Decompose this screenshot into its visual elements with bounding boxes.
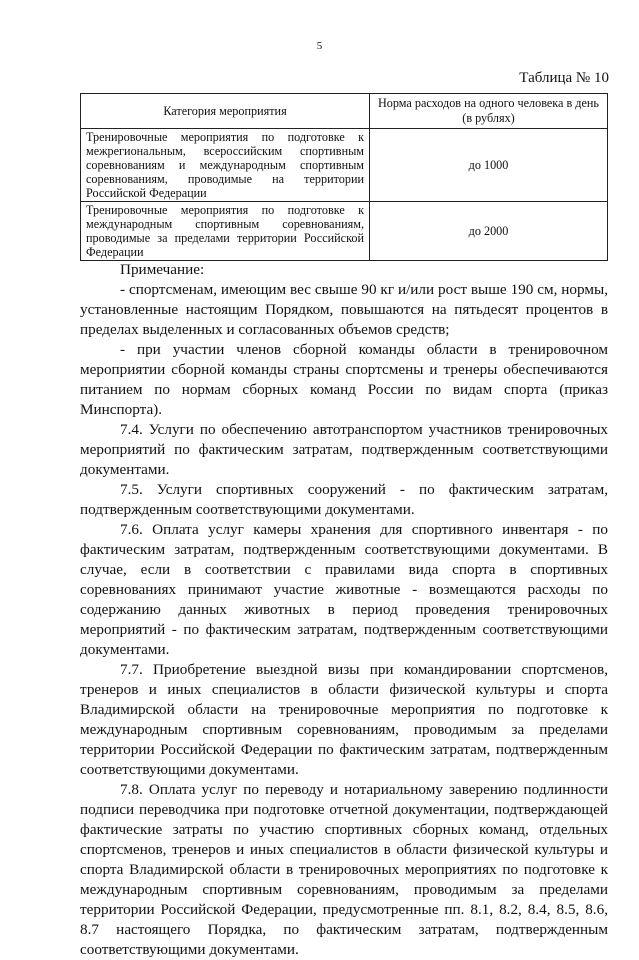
row-norm: до 2000	[370, 202, 608, 261]
paragraph: - спортсменам, имеющим вес свыше 90 кг и/или рост выше 190 см, нормы, установленные настоящим Порядком, повышаются на пятьдесят процентов в пределах выделенных и согласованных объемов средств;	[80, 281, 608, 338]
paragraph-7-5: 7.5. Услуги спортивных сооружений - по фактическим затратам, подтвержденным соответствующими документами.	[80, 481, 608, 518]
page-number: 5	[316, 40, 323, 52]
table-caption: Таблица № 10	[519, 70, 609, 86]
table-row	[81, 202, 608, 261]
note-heading: Примечание:	[120, 261, 205, 278]
paragraph-7-8: 7.8. Оплата услуг по переводу и нотариальному заверению подлинности подписи переводчика при подготовке отчетной документации, подтверждающей фактические затраты по участию спортивных сборных команд, отдельных спортсменов, тренеров и иных специалистов в области физической культуры и спорта Владимирской области в тренировочных мероприятиях по подготовке к международным спортивным соревнованиям, проводимым за пределами территории Российской Федерации, предусмотренные пп. 8.1, 8.2, 8.4, 8.5, 8.6, 8.7 настоящего Порядка, по фактическим затратам, подтвержденным соответствующими документами.	[80, 781, 608, 958]
header-norm: Норма расходов на одного человека в день (в рублях)	[370, 94, 608, 129]
paragraph-7-6: 7.6. Оплата услуг камеры хранения для спортивного инвентаря - по фактическим затратам, подтвержденным соответствующими документами. В случае, если в соответствии с правилами вида спорта в спортивных соревнованиях принимают участие животные - возмещаются расходы по содержанию данных животных в период проведения тренировочных мероприятий - по фактическим затратам, подтвержденным соответствующими документами.	[80, 521, 608, 658]
table-header-row	[81, 94, 608, 129]
header-category: Категория мероприятия	[81, 94, 370, 129]
table-row	[81, 129, 608, 202]
document-body	[80, 260, 608, 960]
paragraph-7-7: 7.7. Приобретение выездной визы при командировании спортсменов, тренеров и иных специалистов в области физической культуры и спорта Владимирской области на тренировочные мероприятия по подготовке к международным спортивным соревнованиям, проводимым за пределами территории Российской Федерации по фактическим затратам, подтвержденным соответствующими документами.	[80, 661, 608, 778]
row-norm: до 1000	[370, 129, 608, 202]
paragraph: - при участии членов сборной команды области в тренировочном мероприятии сборной команды страны спортсмены и тренеры обеспечиваются питанием по нормам сборных команд России по видам спорта (приказ Минспорта).	[80, 341, 608, 418]
norms-table	[80, 93, 608, 261]
paragraph-7-4: 7.4. Услуги по обеспечению автотранспортом участников тренировочных мероприятий по фактическим затратам, подтвержденным соответствующими документами.	[80, 421, 608, 478]
row-category: Тренировочные мероприятия по подготовке к межрегиональным, всероссийским спортивным соревнованиям и международным спортивным соревнованиям, проводимые на территории Российской Федерации	[81, 129, 370, 202]
row-category: Тренировочные мероприятия по подготовке к международным спортивным соревнованиям, проводимые за пределами территории Российской Федерации	[81, 202, 370, 261]
